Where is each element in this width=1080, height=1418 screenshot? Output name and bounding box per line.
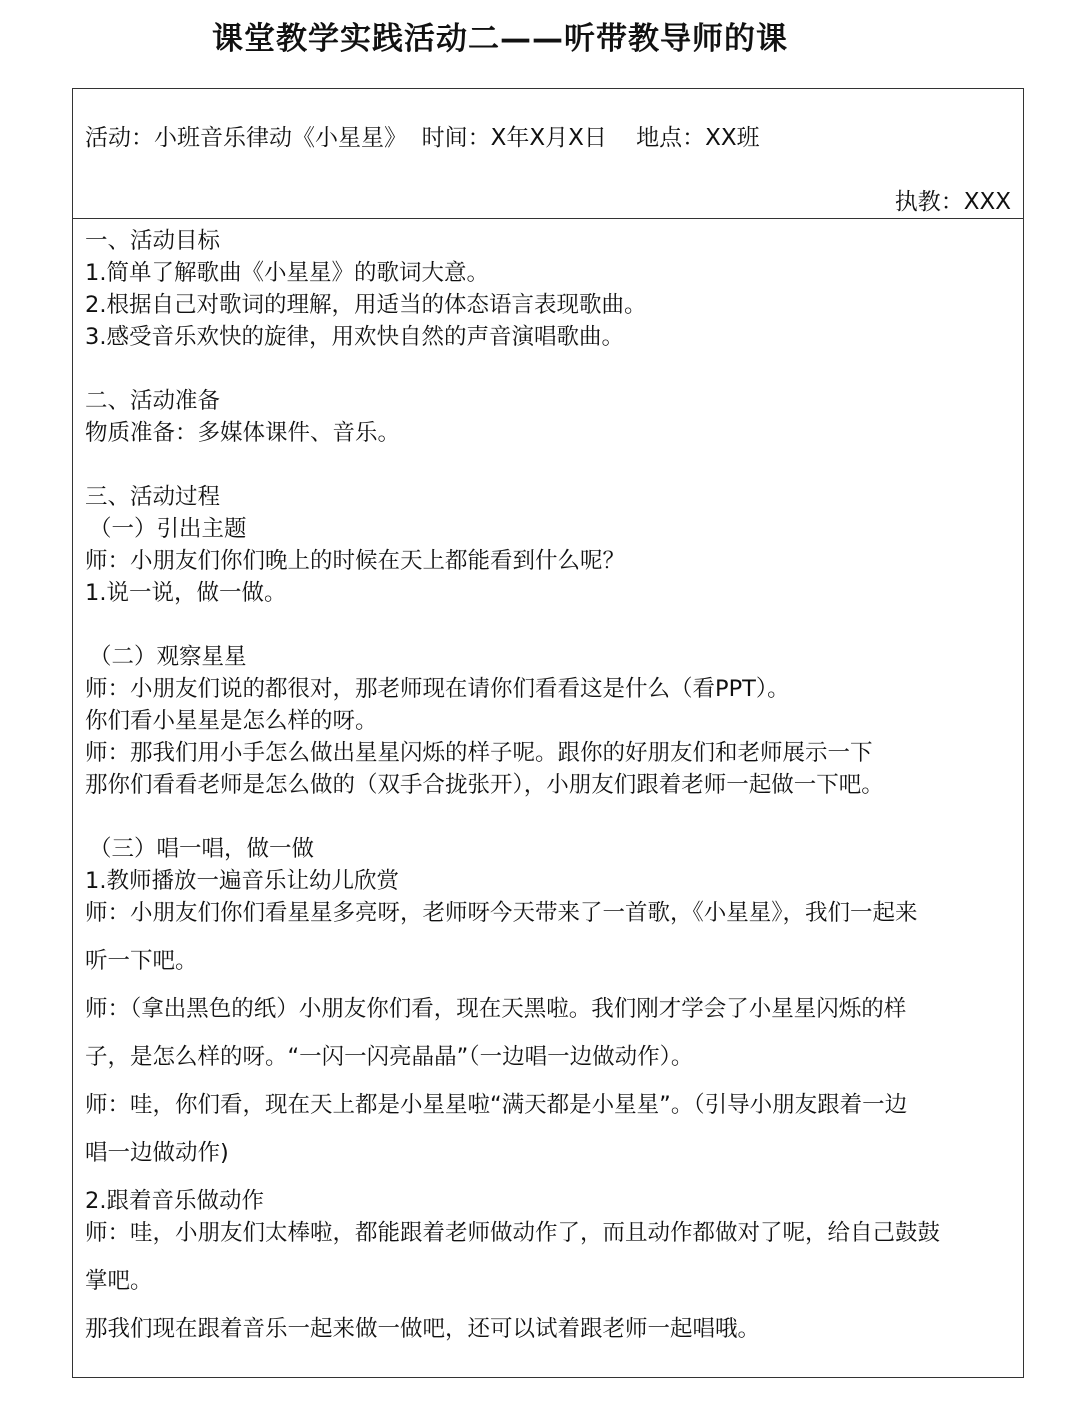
process-line: 你们看小星星是怎么样的呀。: [85, 708, 378, 734]
process-line: 师：（拿出黑色的纸）小朋友你们看，现在天黑啦。我们刚才学会了小星星闪烁的样: [85, 996, 907, 1022]
subheading-intro: （一）引出主题: [89, 516, 247, 542]
process-line: 听一下吧。: [85, 948, 198, 974]
process-line: 1.说一说，做一做。: [85, 580, 287, 606]
lesson-table: [72, 88, 1024, 1378]
prep-item: 物质准备：多媒体课件、音乐。: [85, 420, 401, 446]
process-line: 子，是怎么样的呀。“一闪一闪亮晶晶”（一边唱一边做动作）。: [85, 1044, 694, 1070]
activity-info: 活动：小班音乐律动《小星星》 时间：X年X月X日 地点：XX班: [85, 125, 760, 151]
section-heading-goals: 一、活动目标: [85, 228, 221, 254]
section-heading-prep: 二、活动准备: [85, 388, 221, 414]
process-line: 1.教师播放一遍音乐让幼儿欣赏: [85, 868, 399, 894]
goal-item: 1.简单了解歌曲《小星星》的歌词大意。: [85, 260, 489, 286]
process-line: 掌吧。: [85, 1268, 153, 1294]
process-line: 师：小朋友们你们晚上的时候在天上都能看到什么呢？: [85, 548, 626, 574]
process-line: 师：那我们用小手怎么做出星星闪烁的样子呢。跟你的好朋友们和老师展示一下: [85, 740, 873, 766]
process-line: 师：哇，小朋友们太棒啦，都能跟着老师做动作了，而且动作都做对了呢，给自己鼓鼓: [85, 1220, 941, 1246]
process-line: 唱一边做动作): [85, 1140, 229, 1166]
process-line: 那你们看看老师是怎么做的（双手合拢张开），小朋友们跟着老师一起做一下吧。: [85, 772, 884, 798]
process-line: 师：小朋友们你们看星星多亮呀，老师呀今天带来了一首歌，《小星星》，我们一起来: [85, 900, 918, 926]
lesson-content: [85, 225, 1009, 1345]
info-header-row: [73, 89, 1023, 219]
subheading-observe: （二）观察星星: [89, 644, 247, 670]
document-title: 课堂教学实践活动二——听带教导师的课: [212, 21, 788, 57]
process-line: 师：哇，你们看，现在天上都是小星星啦“满天都是小星星”。（引导小朋友跟着一边: [85, 1092, 908, 1118]
goal-item: 3.感受音乐欢快的旋律，用欢快自然的声音演唱歌曲。: [85, 324, 624, 350]
subheading-sing: （三）唱一唱，做一做: [89, 836, 315, 862]
process-line: 2.跟着音乐做动作: [85, 1188, 264, 1214]
process-line: 那我们现在跟着音乐一起来做一做吧，还可以试着跟老师一起唱哦。: [85, 1316, 761, 1342]
section-heading-process: 三、活动过程: [85, 484, 221, 510]
process-line: 师：小朋友们说的都很对，那老师现在请你们看看这是什么（看PPT）。: [85, 676, 790, 702]
goal-item: 2.根据自己对歌词的理解，用适当的体态语言表现歌曲。: [85, 292, 647, 318]
teacher-info: 执教：XXX: [894, 189, 1011, 215]
